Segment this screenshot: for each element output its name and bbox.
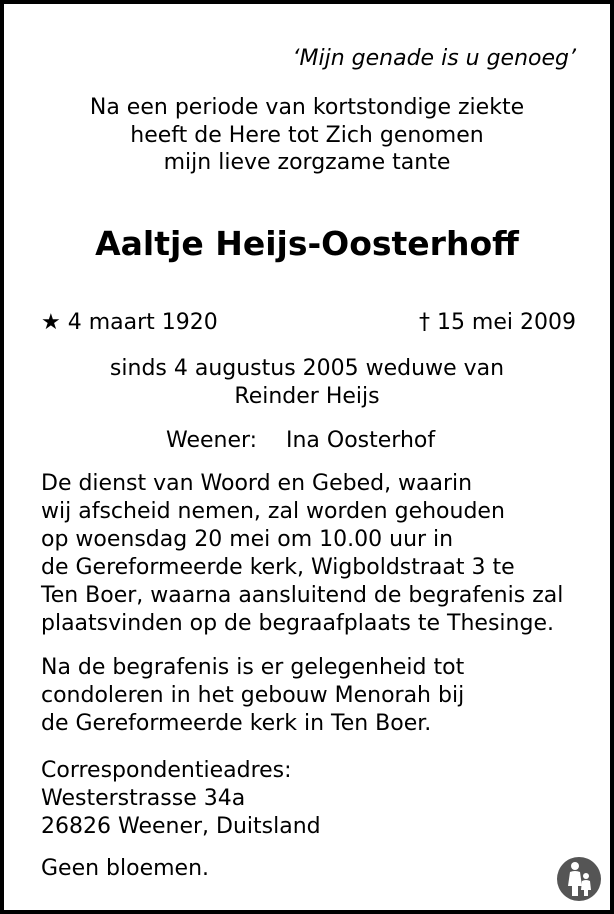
service-line: Ten Boer, waarna aansluitend de begrafenis zal bbox=[41, 583, 564, 608]
condolence-line: condoleren in het gebouw Menorah bij bbox=[41, 683, 465, 708]
address-line: 26826 Weener, Duitsland bbox=[41, 814, 321, 839]
widow-text bbox=[4, 355, 610, 410]
widow-line: sinds 4 augustus 2005 weduwe van bbox=[109, 356, 505, 381]
intro-line: Na een periode van kortstondige ziekte bbox=[89, 95, 525, 120]
address-paragraph bbox=[41, 757, 580, 841]
service-line: plaatsvinden op de begraafplaats te Thesinge. bbox=[41, 611, 554, 636]
relative-place: Weener: bbox=[166, 428, 258, 453]
relative-name: Ina Oosterhof bbox=[286, 428, 436, 453]
service-line: de Gereformeerde kerk, Wigboldstraat 3 te bbox=[41, 555, 515, 580]
service-line: De dienst van Woord en Gebed, waarin bbox=[41, 471, 473, 496]
service-paragraph bbox=[41, 470, 580, 638]
address-line: Correspondentieadres: bbox=[41, 758, 292, 783]
death-date: † 15 mei 2009 bbox=[418, 310, 576, 335]
condolence-line: de Gereformeerde kerk in Ten Boer. bbox=[41, 711, 432, 736]
intro-text bbox=[4, 94, 610, 177]
intro-line: mijn lieve zorgzame tante bbox=[163, 150, 451, 175]
birth-date: ★ 4 maart 1920 bbox=[41, 310, 218, 335]
figures-logo-icon bbox=[556, 856, 602, 902]
relative-line bbox=[166, 428, 435, 453]
widow-line: Reinder Heijs bbox=[234, 383, 380, 409]
address-line: Westerstrasse 34a bbox=[41, 786, 246, 811]
closing-note: Geen bloemen. bbox=[41, 856, 210, 881]
deceased-name: Aaltje Heijs-Oosterhoff bbox=[95, 224, 519, 263]
motto: ‘Mijn genade is u genoeg’ bbox=[292, 46, 576, 71]
intro-line: heeft de Here tot Zich genomen bbox=[130, 122, 484, 148]
service-line: wij afscheid nemen, zal worden gehouden bbox=[41, 499, 505, 524]
condolence-line: Na de begrafenis is er gelegenheid tot bbox=[41, 655, 465, 680]
condolence-paragraph bbox=[41, 654, 580, 738]
service-line: op woensdag 20 mei om 10.00 uur in bbox=[41, 527, 454, 552]
